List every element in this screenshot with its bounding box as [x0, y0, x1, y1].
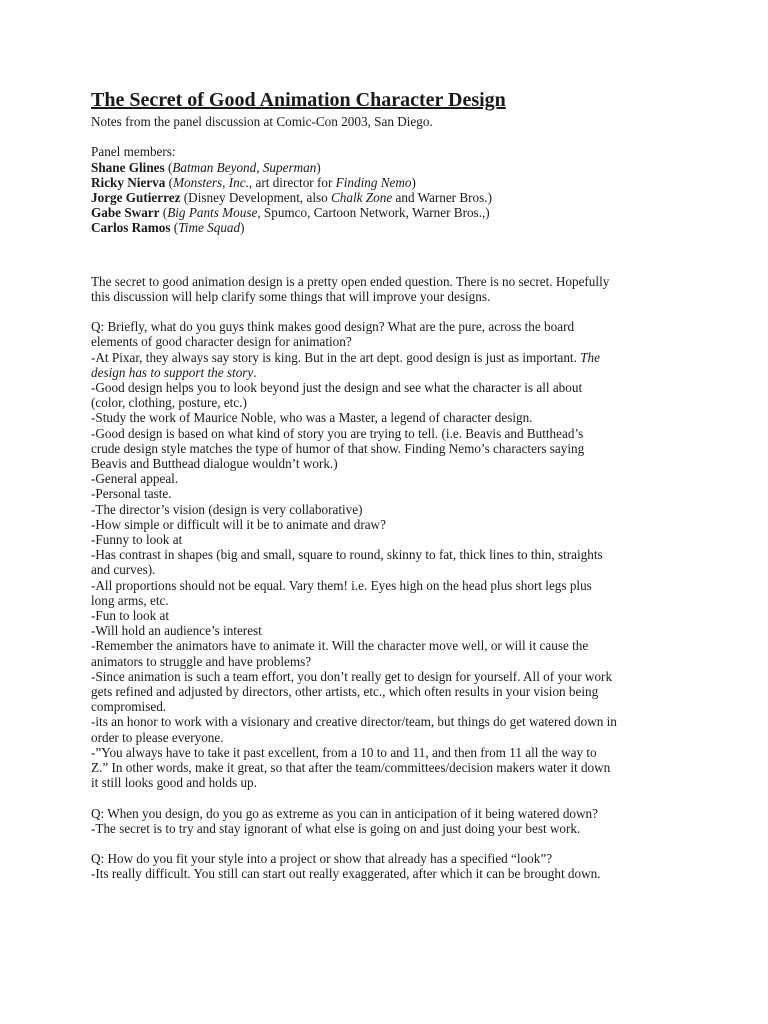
- panel-member-paren: (: [180, 190, 189, 205]
- answer-line: gets refined and adjusted by directors, other artists, etc., which often results in your vision being: [91, 684, 599, 700]
- answer-line: animators to struggle and have problems?: [91, 653, 312, 669]
- panel-member-paren: (: [159, 205, 168, 221]
- panel-member-paren: (: [164, 159, 173, 175]
- answer-line: -Good design is based on what kind of story you are trying to tell. (i.e. Beavis and Butthead’s: [91, 425, 584, 441]
- answer-line: (color, clothing, posture, etc.): [91, 395, 247, 411]
- panel-member-name: Ricky Nierva: [91, 174, 166, 190]
- intro-paragraph: [91, 274, 691, 304]
- panel-member-credit: Finding Nemo: [335, 174, 412, 190]
- panel-member-credit: ): [411, 174, 416, 190]
- panel-member-credit: , Spumco, Cartoon Network, Warner Bros.,): [257, 205, 490, 221]
- answer-line: -Fun to look at: [91, 608, 170, 624]
- panel-member-credit: Superman: [262, 159, 317, 175]
- answer-pixar-italic-2: design has to support the story: [91, 364, 254, 380]
- panel-member-credit: Monsters, Inc.: [173, 174, 249, 190]
- question-line: -Its really difficult. You still can start out really exaggerated, after which it can be brought down.: [91, 866, 601, 882]
- panel-members-list: [91, 160, 691, 236]
- question-3: [91, 851, 691, 881]
- document-title: The Secret of Good Animation Character Design: [91, 89, 506, 111]
- question-line: Q: How do you fit your style into a project or show that already has a specified “look”?: [91, 851, 553, 867]
- answer-line: -Study the work of Maurice Noble, who was a Master, a legend of character design.: [91, 410, 533, 426]
- spacer: [91, 304, 691, 319]
- panel-member-name: Shane Glines: [91, 159, 165, 175]
- answer-pixar-tail: .: [253, 364, 257, 380]
- panel-member-credit: ): [316, 159, 321, 175]
- question-2: [91, 806, 691, 836]
- panel-member: [91, 190, 691, 205]
- panel-member-credit: ,: [256, 159, 263, 175]
- answer-pixar-line-2: [91, 365, 691, 380]
- panel-member: [91, 205, 691, 220]
- answer-line: -Funny to look at: [91, 532, 183, 548]
- question-1: [91, 319, 691, 349]
- panel-member-credit: ): [240, 220, 245, 236]
- answer-line: Z.” In other words, make it great, so that after the team/committees/decision makers water it down: [91, 760, 611, 776]
- panel-heading: Panel members:: [91, 144, 176, 160]
- answer-line: crude design style matches the type of humor of that show. Finding Nemo’s characters saying: [91, 440, 585, 456]
- answer-line: order to please everyone.: [91, 729, 224, 745]
- answer-line: -The director’s vision (design is very collaborative): [91, 501, 363, 517]
- spacer: [91, 129, 691, 144]
- answer-line: -its an honor to work with a visionary and creative director/team, but things do get watered down in: [91, 714, 617, 730]
- answer-line: it still looks good and holds up.: [91, 775, 257, 791]
- panel-member-credit: Chalk Zone: [331, 190, 393, 205]
- panel-member-name: Jorge Gutierrez: [91, 190, 181, 205]
- answer-line: -All proportions should not be equal. Vary them! i.e. Eyes high on the head plus short legs plus: [91, 577, 592, 593]
- document-subtitle: Notes from the panel discussion at Comic-Con 2003, San Diego.: [91, 114, 433, 129]
- answer-pixar-text: -At Pixar, they always say story is king. But in the art dept. good design is just as important.: [91, 349, 581, 365]
- panel-member-credit: Big Pants Mouse: [167, 205, 258, 221]
- intro-line: The secret to good animation design is a pretty open ended question. There is no secret. Hopefully: [91, 273, 610, 289]
- spacer: [91, 791, 691, 806]
- panel-member-name: Gabe Swarr: [91, 205, 160, 221]
- answer-line: -Personal taste.: [91, 486, 172, 502]
- answer-line: -Has contrast in shapes (big and small, square to round, skinny to fat, thick lines to thin, straights: [91, 547, 603, 563]
- answer-line: -Will hold an audience’s interest: [91, 623, 262, 639]
- panel-member: [91, 175, 691, 190]
- answer-line: long arms, etc.: [91, 592, 169, 608]
- question-line: Q: Briefly, what do you guys think makes good design? What are the pure, across the board: [91, 319, 575, 335]
- panel-member-credit: Batman Beyond: [172, 159, 257, 175]
- answer-1-list: [91, 380, 691, 790]
- answer-line: compromised.: [91, 699, 167, 715]
- panel-member-credit: Time Squad: [178, 220, 241, 236]
- answer-line: -How simple or difficult will it be to animate and draw?: [91, 516, 386, 532]
- answer-line: Beavis and Butthead dialogue wouldn’t work.): [91, 456, 338, 472]
- panel-member: [91, 220, 691, 235]
- panel-member-credit: Disney Development, also: [188, 190, 332, 205]
- answer-pixar-italic: The: [580, 349, 600, 365]
- spacer: [91, 836, 691, 851]
- intro-line: this discussion will help clarify some things that will improve your designs.: [91, 288, 491, 304]
- answer-line: and curves).: [91, 562, 156, 578]
- panel-member-name: Carlos Ramos: [91, 220, 171, 236]
- question-line: elements of good character design for animation?: [91, 334, 352, 350]
- answer-line: -Since animation is such a team effort, you don’t really get to design for yourself. All of your work: [91, 668, 613, 684]
- answer-line: -Remember the animators have to animate it. Will the character move well, or will it cause the: [91, 638, 589, 654]
- answer-line: -General appeal.: [91, 471, 179, 487]
- panel-member-credit: , art director for: [248, 174, 336, 190]
- document-page: [91, 88, 691, 882]
- question-line: Q: When you design, do you go as extreme as you can in anticipation of it being watered down?: [91, 805, 598, 821]
- answer-line: -”You always have to take it past excellent, from a 10 to and 11, and then from 11 all the way to: [91, 744, 597, 760]
- answer-pixar-line: [91, 350, 691, 365]
- panel-member-paren: (: [170, 220, 179, 236]
- spacer: [91, 236, 691, 274]
- panel-member-credit: and Warner Bros.): [392, 190, 492, 205]
- panel-member: [91, 160, 691, 175]
- question-line: -The secret is to try and stay ignorant of what else is going on and just doing your best work.: [91, 820, 581, 836]
- answer-line: -Good design helps you to look beyond just the design and see what the character is all about: [91, 380, 583, 396]
- panel-member-paren: (: [165, 174, 174, 190]
